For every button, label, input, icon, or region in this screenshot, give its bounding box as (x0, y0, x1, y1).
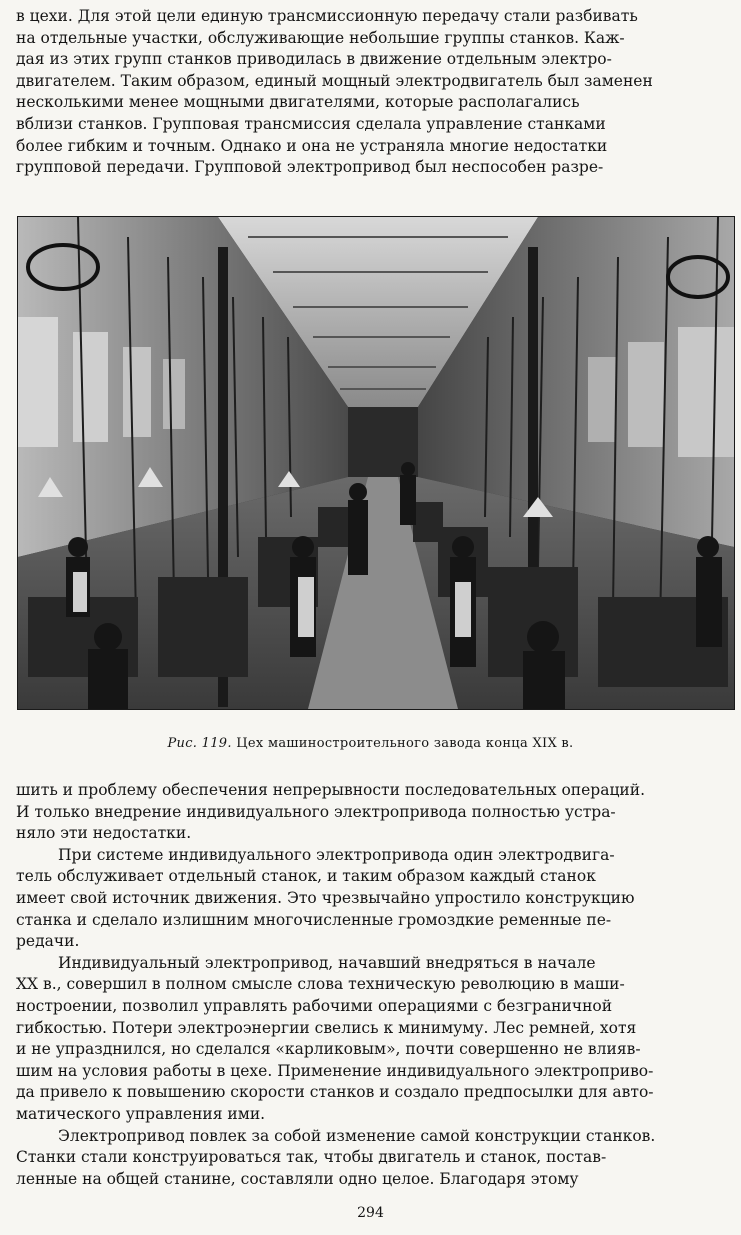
text-line: ностроении, позволил управлять рабочими операциями с безграничной (16, 996, 613, 1015)
text-line: няло эти недостатки. (16, 824, 192, 843)
text-line: более гибким и точным. Однако и она не устраняла многие недостатки (16, 136, 608, 155)
text-line: несколькими менее мощными двигателями, которые располагались (16, 93, 580, 112)
text-line: И только внедрение индивидуального электропривода полностью устра- (16, 802, 616, 821)
text-line: шим на условия работы в цехе. Применение индивидуального электроприво- (16, 1061, 654, 1080)
text-line: гибкостью. Потери электроэнергии свелись к минимуму. Лес ремней, хотя (16, 1018, 637, 1037)
text-line: шить и проблему обеспечения непрерывности последовательных операций. (16, 781, 646, 799)
text-line: дая из этих групп станков приводилась в движение отдельным электро- (16, 50, 612, 69)
figure-caption-text: Цех машиностроительного завода конца XIX в. (236, 736, 574, 751)
paragraph-1 (16, 780, 732, 845)
page-number: 294 (357, 1205, 384, 1221)
paragraph-2 (16, 845, 732, 953)
text-line: Станки стали конструироваться так, чтобы двигатель и станок, постав- (16, 1148, 607, 1167)
factory-photo (17, 216, 735, 710)
text-line: да привело к повышению скорости станков и создало предпосылки для авто- (16, 1083, 654, 1102)
text-line: станка и сделало излишним многочисленные громоздкие ременные пе- (16, 910, 612, 929)
text-line: тель обслуживает отдельный станок, и таким образом каждый станок (16, 867, 596, 886)
bottom-text (16, 780, 732, 1190)
text-line: и не упразднился, но сделался «карликовым», почти совершенно не влияв- (16, 1040, 641, 1059)
text-line: Электропривод повлек за собой изменение самой конструкции станков. (58, 1126, 656, 1145)
figure-label: Рис. 119. (167, 736, 232, 751)
text-line: на отдельные участки, обслуживающие небольшие группы станков. Каж- (16, 28, 625, 47)
paragraph-continuation (16, 6, 732, 179)
top-paragraph (16, 6, 732, 179)
text-line: групповой передачи. Групповой электропривод был неспособен разре- (16, 158, 604, 177)
text-line: матического управления ими. (16, 1104, 266, 1123)
paragraph-4 (16, 1126, 732, 1191)
text-line: XX в., совершил в полном смысле слова техническую революцию в маши- (16, 975, 625, 994)
factory-photo-illustration (18, 217, 734, 709)
text-line: Индивидуальный электропривод, начавший внедряться в начале (58, 953, 596, 972)
text-line: в цехи. Для этой цели единую трансмиссионную передачу стали разбивать (16, 7, 638, 25)
figure-caption (0, 736, 741, 751)
paragraph-3 (16, 953, 732, 1126)
text-line: При системе индивидуального электропривода один электродвига- (58, 845, 615, 864)
text-line: имеет свой источник движения. Это чрезвычайно упростило конструкцию (16, 888, 635, 907)
text-line: двигателем. Таким образом, единый мощный электродвигатель был заменен (16, 71, 653, 90)
text-line: редачи. (16, 932, 80, 951)
text-line: ленные на общей станине, составляли одно целое. Благодаря этому (16, 1169, 579, 1188)
text-line: вблизи станков. Групповая трансмиссия сделала управление станками (16, 114, 606, 133)
